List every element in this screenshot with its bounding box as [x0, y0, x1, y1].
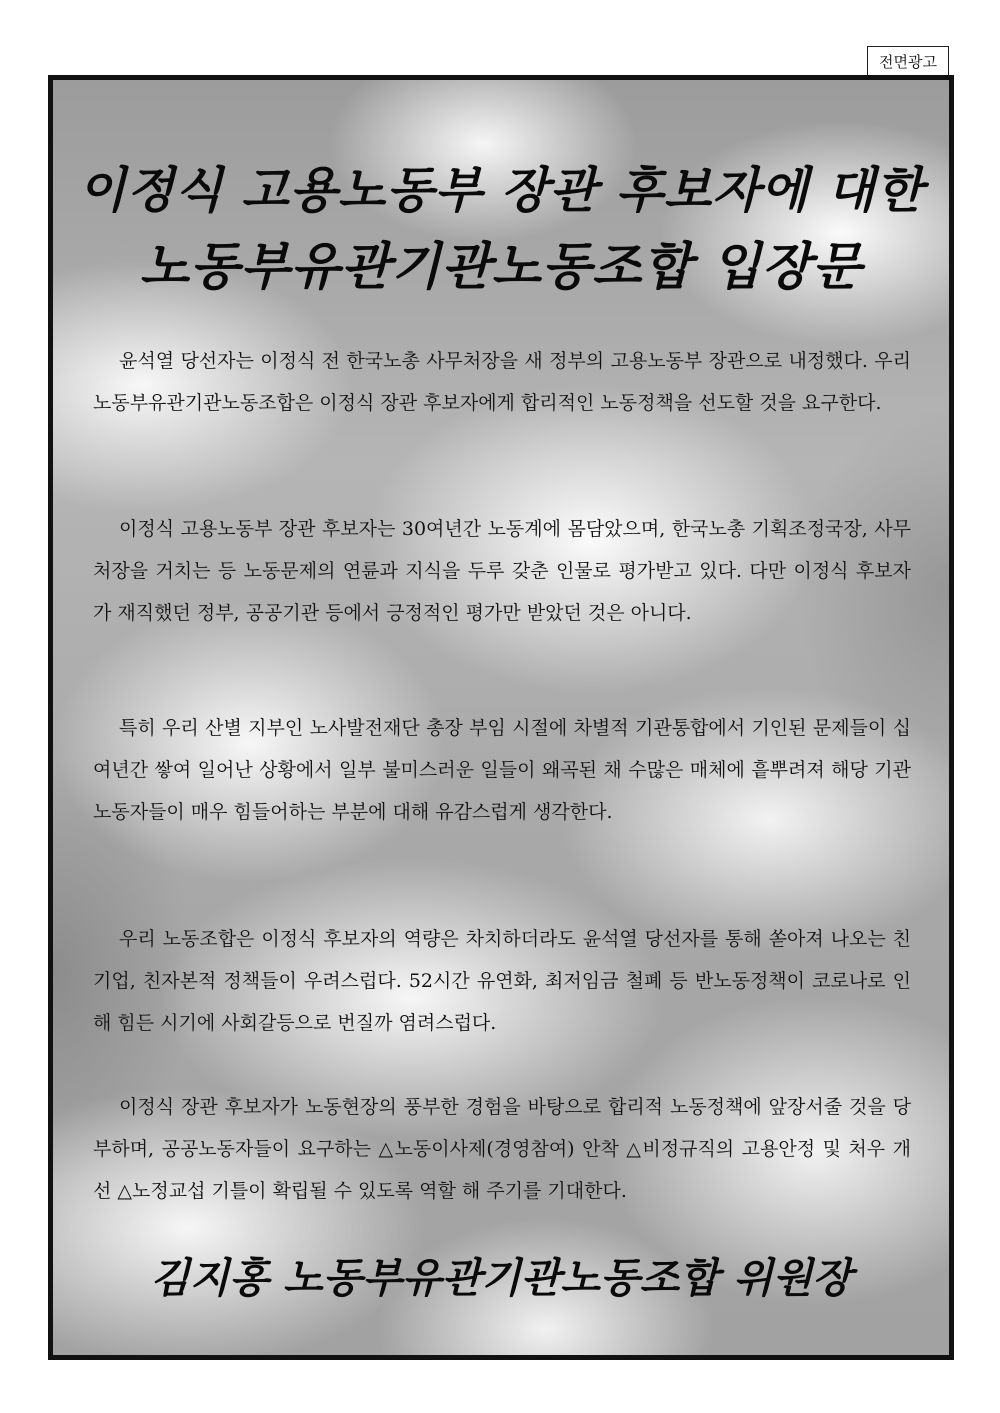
- paragraph-2: 이정식 고용노동부 장관 후보자는 30여년간 노동계에 몸담았으며, 한국노총 기획조정국장, 사무처장을 거치는 등 노동문제의 연륜과 지식을 두루 갖춘 인물로 평가받고 있다. 다만 이정식 후보자가 재직했던 정부, 공공기관 등에서 긍정적인 평가만 받았던 것은 아니다.: [93, 518, 911, 624]
- full-page-ad-tag: 전면광고: [867, 46, 949, 76]
- paragraph-1: 윤석열 당선자는 이정식 전 한국노총 사무처장을 새 정부의 고용노동부 장관으로 내정했다. 우리 노동부유관기관노동조합은 이정식 장관 후보자에게 합리적인 노동정책을 선도할 것을 요구한다.: [93, 350, 911, 414]
- paragraph-5: 이정식 장관 후보자가 노동현장의 풍부한 경험을 바탕으로 합리적 노동정책에 앞장서줄 것을 당부하며, 공공노동자들이 요구하는 △노동이사제(경영참여) 안착 △비정규직의 고용안정 및 처우 개선 △노정교섭 기틀이 확립될 수 있도록 역할 해 주기를 기대한다.: [93, 1096, 911, 1202]
- statement-frame: [48, 75, 954, 1360]
- headline-line-1: 이정식 고용노동부 장관 후보자에 대한: [78, 162, 924, 219]
- paragraph-4: 우리 노동조합은 이정식 후보자의 역량은 차치하더라도 윤석열 당선자를 통해 쏟아져 나오는 친기업, 친자본적 정책들이 우려스럽다. 52시간 유연화, 최저임금 철폐 등 반노동정책이 코로나로 인해 힘든 시기에 사회갈등으로 번질까 염려스럽다.: [93, 928, 911, 1034]
- paragraph-3: 특히 우리 산별 지부인 노사발전재단 총장 부임 시절에 차별적 기관통합에서 기인된 문제들이 십여년간 쌓여 일어난 상황에서 일부 불미스러운 일들이 왜곡된 채 수많은 매체에 흩뿌려져 해당 기관 노동자들이 매우 힘들어하는 부분에 대해 유감스럽게 생각한다.: [93, 717, 911, 823]
- signature: 김지홍 노동부유관기관노동조합 위원장: [150, 1254, 852, 1302]
- headline-line-2: 노동부유관기관노동조합 입장문: [139, 238, 863, 297]
